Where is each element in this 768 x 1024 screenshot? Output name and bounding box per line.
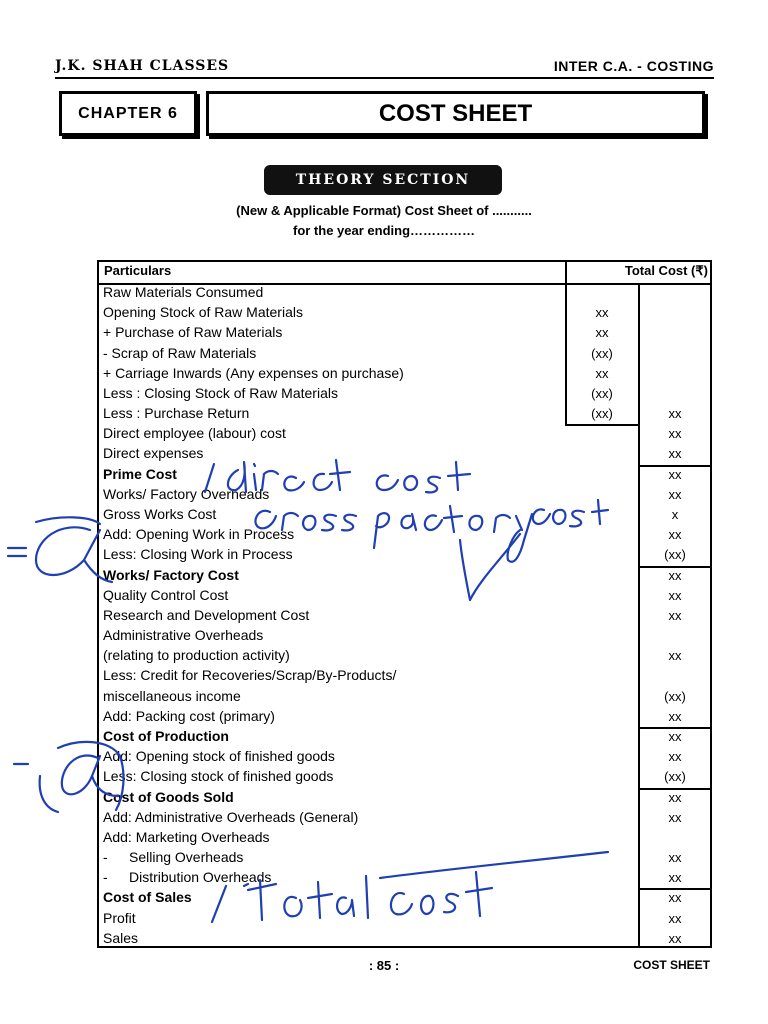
row-label: Add: Marketing Overheads <box>103 828 270 845</box>
table-row <box>0 647 768 667</box>
table-row <box>0 910 768 930</box>
row-total-amount: xx <box>668 587 682 603</box>
table-row <box>0 405 768 425</box>
row-total-amount: xx <box>668 850 682 866</box>
subtotal-rule <box>638 727 712 729</box>
table-row <box>0 506 768 526</box>
table-row <box>0 486 768 506</box>
table-row <box>0 728 768 748</box>
row-sub-amount: xx <box>595 325 609 341</box>
row-total-amount: xx <box>668 749 682 765</box>
row-label: Opening Stock of Raw Materials <box>103 304 303 321</box>
row-sub-amount: xx <box>595 365 609 381</box>
row-label: - Scrap of Raw Materials <box>103 344 257 361</box>
row-bullet-dash: - <box>103 849 108 866</box>
row-label: (relating to production activity) <box>103 647 290 664</box>
table-row <box>0 466 768 486</box>
row-total-amount: xx <box>668 406 682 422</box>
row-label <box>103 869 271 885</box>
row-total-amount: xx <box>668 426 682 442</box>
row-label: Quality Control Cost <box>103 586 229 603</box>
chapter-label: CHAPTER 6 <box>59 91 197 136</box>
table-row <box>0 567 768 587</box>
page-number: : 85 : <box>368 958 400 973</box>
row-label: Works/ Factory Cost <box>103 566 239 583</box>
row-total-amount: xx <box>668 930 682 946</box>
table-row <box>0 889 768 909</box>
table-row <box>0 546 768 566</box>
chapter-title: COST SHEET <box>206 91 705 136</box>
row-label: Less : Closing Stock of Raw Materials <box>103 384 338 401</box>
year-ending-subtitle: for the year ending…………… <box>292 223 476 238</box>
column-header-total-cost: Total Cost (₹) <box>624 263 708 278</box>
subtotal-rule <box>638 566 712 568</box>
row-label: Profit <box>103 909 136 926</box>
row-label: Cost of Sales <box>103 889 192 906</box>
table-row <box>0 809 768 829</box>
table-row <box>0 304 768 324</box>
row-total-amount: (xx) <box>664 688 686 704</box>
row-label-text: Selling Overheads <box>129 849 244 866</box>
header-institute: J.K. SHAH CLASSES <box>55 58 230 74</box>
row-total-amount: xx <box>668 910 682 926</box>
row-label: Add: Administrative Overheads (General) <box>103 808 359 825</box>
table-row <box>0 829 768 849</box>
row-label: Direct expenses <box>103 445 204 462</box>
header-course: INTER C.A. - COSTING <box>553 58 714 74</box>
table-row <box>0 425 768 445</box>
subtotal-rule <box>638 888 712 890</box>
row-label: Add: Opening Work in Process <box>103 526 295 543</box>
row-total-amount: xx <box>668 486 682 502</box>
table-row <box>0 385 768 405</box>
table-row <box>0 324 768 344</box>
row-label: + Purchase of Raw Materials <box>103 324 283 341</box>
row-label <box>103 849 243 865</box>
row-total-amount: xx <box>668 567 682 583</box>
row-label: Less : Purchase Return <box>103 405 250 422</box>
table-row <box>0 587 768 607</box>
table-row <box>0 445 768 465</box>
table-row <box>0 930 768 950</box>
row-total-amount: xx <box>668 809 682 825</box>
row-label-text: Distribution Overheads <box>129 869 272 886</box>
row-total-amount: xx <box>668 607 682 623</box>
row-label: miscellaneous income <box>103 687 241 704</box>
row-label: Add: Packing cost (primary) <box>103 707 275 724</box>
row-label: Cost of Production <box>103 727 229 744</box>
row-label: Sales <box>103 929 139 946</box>
row-label: Direct employee (labour) cost <box>103 425 286 442</box>
row-label: Gross Works Cost <box>103 505 217 522</box>
row-label: Less: Credit for Recoveries/Scrap/By-Products/ <box>103 667 397 684</box>
row-total-amount: xx <box>668 728 682 744</box>
row-label: Prime Cost <box>103 465 177 482</box>
row-label: Research and Development Cost <box>103 606 310 623</box>
table-row <box>0 667 768 687</box>
row-total-amount: xx <box>668 789 682 805</box>
row-total-amount: xx <box>668 890 682 906</box>
table-row <box>0 365 768 385</box>
table-row <box>0 849 768 869</box>
row-label: + Carriage Inwards (Any expenses on purchase) <box>103 364 404 381</box>
row-total-amount: xx <box>668 870 682 886</box>
row-label: Works/ Factory Overheads <box>103 485 270 502</box>
table-row <box>0 869 768 889</box>
table-row <box>0 789 768 809</box>
table-row <box>0 345 768 365</box>
table-row <box>0 284 768 304</box>
row-total-amount: xx <box>668 527 682 543</box>
table-row <box>0 768 768 788</box>
row-total-amount: x <box>671 506 679 522</box>
row-total-amount: xx <box>668 708 682 724</box>
row-sub-amount: (xx) <box>591 385 613 401</box>
row-label: Less: Closing Work in Process <box>103 546 293 563</box>
row-total-amount: xx <box>668 466 682 482</box>
row-label: Less: Closing stock of finished goods <box>103 768 334 785</box>
row-label: Administrative Overheads <box>103 627 264 644</box>
table-row <box>0 607 768 627</box>
format-subtitle: (New & Applicable Format) Cost Sheet of ........... <box>236 203 532 218</box>
row-sub-amount: (xx) <box>591 345 613 361</box>
row-sub-amount: xx <box>595 305 609 321</box>
table-row <box>0 627 768 647</box>
row-total-amount: (xx) <box>664 769 686 785</box>
row-sub-amount: (xx) <box>591 406 613 422</box>
table-row <box>0 708 768 728</box>
row-total-amount: xx <box>668 648 682 664</box>
row-total-amount: (xx) <box>664 547 686 563</box>
row-bullet-dash: - <box>103 869 108 886</box>
row-label: Cost of Goods Sold <box>103 788 234 805</box>
column-header-particulars: Particulars <box>104 263 172 278</box>
row-total-amount: xx <box>668 446 682 462</box>
table-row <box>0 748 768 768</box>
theory-section-badge: THEORY SECTION <box>264 165 502 195</box>
footer-title: COST SHEET <box>633 958 710 972</box>
header-divider <box>55 77 714 79</box>
row-label: Raw Materials Consumed <box>103 284 264 300</box>
subtotal-rule <box>638 788 712 790</box>
subtotal-rule <box>638 465 712 467</box>
row-label: Add: Opening stock of finished goods <box>103 748 335 765</box>
table-row <box>0 688 768 708</box>
table-row <box>0 526 768 546</box>
